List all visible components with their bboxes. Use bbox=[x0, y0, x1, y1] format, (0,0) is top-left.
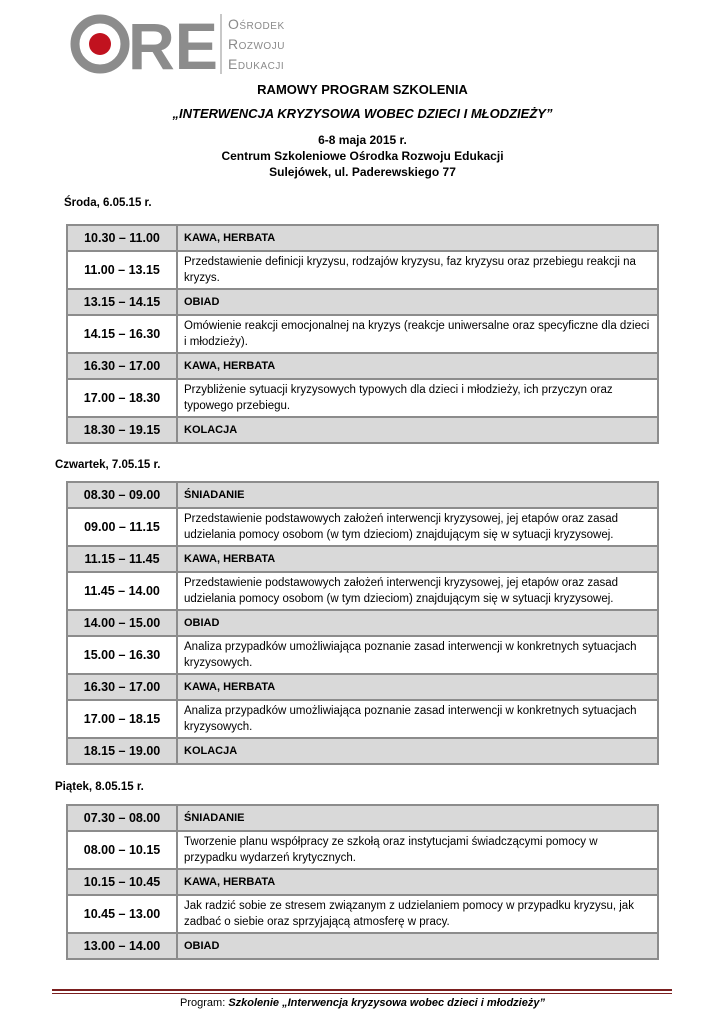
footer-divider bbox=[52, 989, 672, 991]
time-cell: 07.30 – 08.00 bbox=[67, 805, 177, 831]
time-cell: 16.30 – 17.00 bbox=[67, 353, 177, 379]
program-date: 6-8 maja 2015 r. bbox=[318, 133, 407, 147]
activity-cell: Przedstawienie podstawowych założeń interwencji kryzysowej, jej etapów oraz zasad udzielania pomocy osobom (w tym dzieciom) znajdującym się w sytuacji kryzysowej. bbox=[177, 508, 658, 546]
day-label-friday: Piątek, 8.05.15 r. bbox=[55, 781, 144, 793]
table-row bbox=[67, 610, 658, 636]
logo-red-dot bbox=[89, 33, 111, 55]
footer-divider-thin bbox=[52, 993, 672, 994]
time-cell: 15.00 – 16.30 bbox=[67, 636, 177, 674]
logo-line-2: Rozwoju bbox=[228, 36, 285, 52]
table-row bbox=[67, 508, 658, 546]
time-cell: 18.15 – 19.00 bbox=[67, 738, 177, 764]
activity-cell: Przedstawienie podstawowych założeń interwencji kryzysowej, jej etapów oraz zasad udzielania pomocy osobom (w tym dzieciom) znajdującym się w sytuacji kryzysowej. bbox=[177, 572, 658, 610]
activity-cell: OBIAD bbox=[177, 610, 658, 636]
activity-cell: KAWA, HERBATA bbox=[177, 869, 658, 895]
table-row bbox=[67, 315, 658, 353]
time-cell: 11.45 – 14.00 bbox=[67, 572, 177, 610]
activity-cell: OBIAD bbox=[177, 289, 658, 315]
schedule-table-friday bbox=[66, 804, 659, 960]
table-row bbox=[67, 895, 658, 933]
time-cell: 10.45 – 13.00 bbox=[67, 895, 177, 933]
logo-letters: RE bbox=[128, 14, 218, 74]
table-row bbox=[67, 482, 658, 508]
activity-cell: Przedstawienie definicji kryzysu, rodzajów kryzysu, faz kryzysu oraz przebiegu reakcji na kryzys. bbox=[177, 251, 658, 289]
time-cell: 16.30 – 17.00 bbox=[67, 674, 177, 700]
time-cell: 11.00 – 13.15 bbox=[67, 251, 177, 289]
time-cell: 13.00 – 14.00 bbox=[67, 933, 177, 959]
time-cell: 18.30 – 19.15 bbox=[67, 417, 177, 443]
table-row bbox=[67, 289, 658, 315]
time-cell: 17.00 – 18.30 bbox=[67, 379, 177, 417]
activity-cell: KAWA, HERBATA bbox=[177, 674, 658, 700]
time-cell: 13.15 – 14.15 bbox=[67, 289, 177, 315]
footer-prefix: Program: bbox=[180, 997, 229, 1009]
activity-cell: Jak radzić sobie ze stresem związanym z udzielaniem pomocy w przypadku kryzysu, jak zadbać o siebie oraz sprzyjającą atmosferę w pracy. bbox=[177, 895, 658, 933]
activity-cell: KAWA, HERBATA bbox=[177, 546, 658, 572]
day-label-wednesday: Środa, 6.05.15 r. bbox=[64, 197, 152, 209]
time-cell: 14.15 – 16.30 bbox=[67, 315, 177, 353]
activity-cell: Przybliżenie sytuacji kryzysowych typowych dla dzieci i młodzieży, ich przyczyn oraz typowego przebiegu. bbox=[177, 379, 658, 417]
table-row bbox=[67, 251, 658, 289]
table-row bbox=[67, 805, 658, 831]
activity-cell: KAWA, HERBATA bbox=[177, 353, 658, 379]
time-cell: 08.00 – 10.15 bbox=[67, 831, 177, 869]
activity-cell: Analiza przypadków umożliwiająca poznanie zasad interwencji w konkretnych sytuacjach kryzysowych. bbox=[177, 700, 658, 738]
table-row bbox=[67, 674, 658, 700]
time-cell: 17.00 – 18.15 bbox=[67, 700, 177, 738]
table-row bbox=[67, 831, 658, 869]
logo-wordmark bbox=[228, 14, 285, 74]
table-row bbox=[67, 636, 658, 674]
table-row bbox=[67, 546, 658, 572]
time-cell: 10.30 – 11.00 bbox=[67, 225, 177, 251]
program-title: RAMOWY PROGRAM SZKOLENIA bbox=[257, 82, 468, 97]
table-row bbox=[67, 353, 658, 379]
table-row bbox=[67, 933, 658, 959]
activity-cell: OBIAD bbox=[177, 933, 658, 959]
activity-cell: KAWA, HERBATA bbox=[177, 225, 658, 251]
table-row bbox=[67, 738, 658, 764]
activity-cell: KOLACJA bbox=[177, 417, 658, 443]
schedule-table-wednesday bbox=[66, 224, 659, 444]
program-subtitle: „INTERWENCJA KRYZYSOWA WOBEC DZIECI I MŁODZIEŻY” bbox=[172, 106, 553, 121]
logo-divider bbox=[220, 14, 222, 74]
page-footer bbox=[0, 997, 725, 1009]
activity-cell: Omówienie reakcji emocjonalnej na kryzys (reakcje uniwersalne oraz specyficzne dla dzieci i młodzieży). bbox=[177, 315, 658, 353]
table-row bbox=[67, 225, 658, 251]
logo-line-1: Ośrodek bbox=[228, 16, 285, 32]
table-row bbox=[67, 869, 658, 895]
table-row bbox=[67, 572, 658, 610]
program-place: Centrum Szkoleniowe Ośrodka Rozwoju Edukacji bbox=[221, 149, 504, 163]
table-row bbox=[67, 379, 658, 417]
time-cell: 09.00 – 11.15 bbox=[67, 508, 177, 546]
activity-cell: ŚNIADANIE bbox=[177, 805, 658, 831]
program-address: Sulejówek, ul. Paderewskiego 77 bbox=[269, 165, 456, 179]
day-label-thursday: Czwartek, 7.05.15 r. bbox=[55, 459, 161, 471]
schedule-table-thursday bbox=[66, 481, 659, 765]
time-cell: 08.30 – 09.00 bbox=[67, 482, 177, 508]
time-cell: 14.00 – 15.00 bbox=[67, 610, 177, 636]
time-cell: 11.15 – 11.45 bbox=[67, 546, 177, 572]
activity-cell: Analiza przypadków umożliwiająca poznanie zasad interwencji w konkretnych sytuacjach kryzysowych. bbox=[177, 636, 658, 674]
activity-cell: Tworzenie planu współpracy ze szkołą oraz instytucjami świadczącymi pomocy w przypadku wydarzeń krytycznych. bbox=[177, 831, 658, 869]
table-row bbox=[67, 417, 658, 443]
footer-text: Szkolenie „Interwencja kryzysowa wobec dzieci i młodzieży” bbox=[228, 997, 545, 1009]
ore-logo bbox=[70, 14, 330, 74]
activity-cell: KOLACJA bbox=[177, 738, 658, 764]
logo-line-3: Edukacji bbox=[228, 56, 285, 72]
time-cell: 10.15 – 10.45 bbox=[67, 869, 177, 895]
activity-cell: ŚNIADANIE bbox=[177, 482, 658, 508]
table-row bbox=[67, 700, 658, 738]
